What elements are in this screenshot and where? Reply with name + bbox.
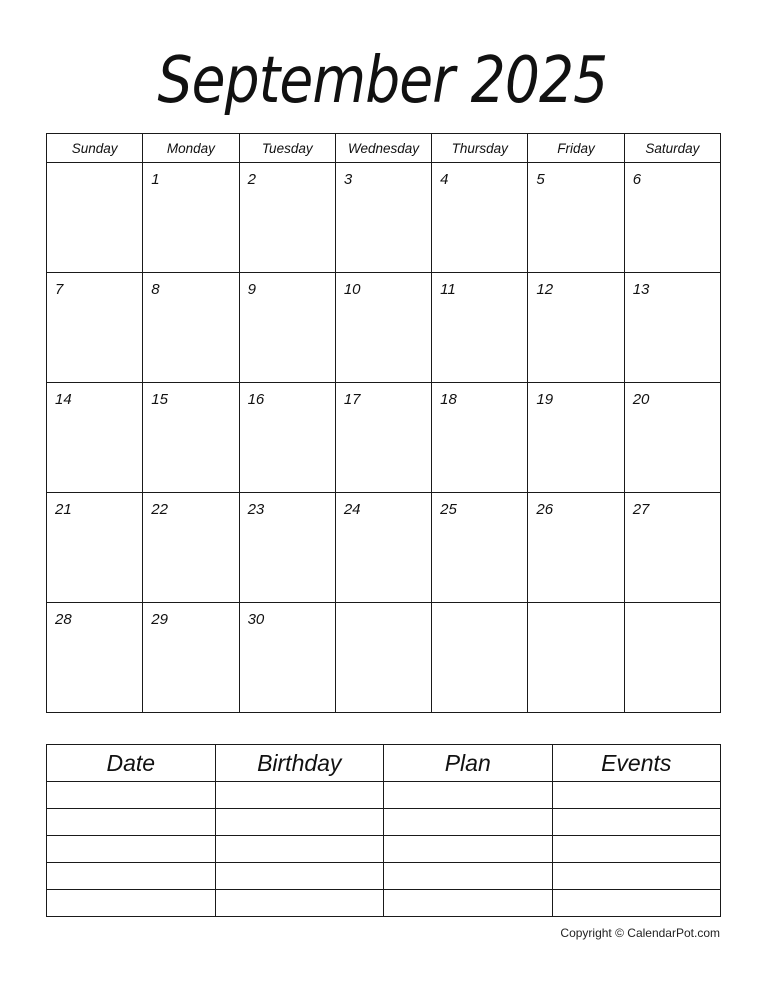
day-number: 27 xyxy=(632,501,650,518)
weekday-tuesday: Tuesday xyxy=(239,134,335,163)
week-row xyxy=(47,163,721,273)
day-cell xyxy=(143,273,239,383)
day-cell xyxy=(335,493,431,603)
day-number: 15 xyxy=(151,391,168,408)
day-cell xyxy=(624,273,720,383)
day-number xyxy=(47,163,142,171)
header-events: Events xyxy=(552,745,721,782)
week-row xyxy=(47,383,721,493)
plan-cell[interactable] xyxy=(384,890,553,917)
birthday-cell[interactable] xyxy=(215,809,384,836)
day-cell xyxy=(528,603,624,713)
day-cell xyxy=(432,163,528,273)
weekday-friday: Friday xyxy=(528,134,624,163)
copyright-text: Copyright © CalendarPot.com xyxy=(560,926,720,940)
notes-table xyxy=(46,744,721,917)
day-cell xyxy=(432,493,528,603)
day-cell xyxy=(624,603,720,713)
weekday-header-row xyxy=(47,134,721,163)
day-cell xyxy=(239,163,335,273)
day-cell xyxy=(624,383,720,493)
day-number: 17 xyxy=(343,391,361,408)
day-cell xyxy=(239,603,335,713)
page-title: September 2025 xyxy=(157,44,608,118)
day-cell xyxy=(335,603,431,713)
day-number: 26 xyxy=(536,501,554,518)
week-row xyxy=(47,603,721,713)
day-cell xyxy=(239,273,335,383)
day-cell xyxy=(239,493,335,603)
date-cell[interactable] xyxy=(47,890,216,917)
week-row xyxy=(47,273,721,383)
day-number: 28 xyxy=(55,611,72,628)
day-number: 25 xyxy=(440,501,457,518)
birthday-cell[interactable] xyxy=(215,863,384,890)
day-cell xyxy=(47,383,143,493)
events-cell[interactable] xyxy=(552,863,721,890)
date-cell[interactable] xyxy=(47,836,216,863)
day-number: 18 xyxy=(440,391,457,408)
birthday-cell[interactable] xyxy=(215,782,384,809)
day-number: 8 xyxy=(151,281,160,298)
day-cell xyxy=(143,603,239,713)
day-cell xyxy=(432,273,528,383)
day-number: 13 xyxy=(632,281,650,298)
date-cell[interactable] xyxy=(47,809,216,836)
birthday-cell[interactable] xyxy=(215,890,384,917)
day-number: 12 xyxy=(536,281,554,298)
weekday-wednesday: Wednesday xyxy=(335,134,431,163)
calendar-grid xyxy=(46,133,721,713)
day-cell xyxy=(528,383,624,493)
day-number: 5 xyxy=(536,171,545,188)
day-number: 7 xyxy=(55,281,64,298)
day-number: 29 xyxy=(151,611,168,628)
day-number: 22 xyxy=(151,501,168,518)
day-number: 30 xyxy=(247,611,265,628)
events-cell[interactable] xyxy=(552,782,721,809)
day-number: 10 xyxy=(343,281,361,298)
table-row xyxy=(47,836,721,863)
day-cell xyxy=(528,163,624,273)
header-birthday: Birthday xyxy=(215,745,384,782)
day-number: 9 xyxy=(247,281,256,298)
day-cell xyxy=(47,163,143,273)
birthday-cell[interactable] xyxy=(215,836,384,863)
day-cell xyxy=(335,163,431,273)
plan-cell[interactable] xyxy=(384,809,553,836)
plan-cell[interactable] xyxy=(384,782,553,809)
table-row xyxy=(47,890,721,917)
weekday-sunday: Sunday xyxy=(47,134,143,163)
day-cell xyxy=(528,273,624,383)
day-cell xyxy=(624,163,720,273)
day-number xyxy=(336,603,431,611)
day-cell xyxy=(432,383,528,493)
weekday-thursday: Thursday xyxy=(432,134,528,163)
day-number: 16 xyxy=(247,391,265,408)
plan-cell[interactable] xyxy=(384,836,553,863)
day-cell xyxy=(143,383,239,493)
header-date: Date xyxy=(47,745,216,782)
events-cell[interactable] xyxy=(552,890,721,917)
table-row xyxy=(47,782,721,809)
table-row xyxy=(47,809,721,836)
day-number: 3 xyxy=(343,171,353,188)
day-number: 1 xyxy=(151,171,160,188)
plan-cell[interactable] xyxy=(384,863,553,890)
day-number xyxy=(528,603,623,611)
day-cell xyxy=(47,603,143,713)
day-cell xyxy=(624,493,720,603)
day-cell xyxy=(143,163,239,273)
day-cell xyxy=(47,493,143,603)
day-cell xyxy=(47,273,143,383)
day-cell xyxy=(432,603,528,713)
events-cell[interactable] xyxy=(552,836,721,863)
day-number: 11 xyxy=(440,281,456,298)
day-number xyxy=(625,603,720,611)
date-cell[interactable] xyxy=(47,782,216,809)
events-cell[interactable] xyxy=(552,809,721,836)
day-number: 20 xyxy=(632,391,650,408)
day-number: 4 xyxy=(440,171,449,188)
notes-header-row xyxy=(47,745,721,782)
week-row xyxy=(47,493,721,603)
day-cell xyxy=(143,493,239,603)
date-cell[interactable] xyxy=(47,863,216,890)
day-cell xyxy=(239,383,335,493)
day-number: 21 xyxy=(55,501,72,518)
day-number: 6 xyxy=(632,171,642,188)
day-cell xyxy=(335,383,431,493)
day-number: 2 xyxy=(247,171,256,188)
table-row xyxy=(47,863,721,890)
day-number xyxy=(432,603,527,611)
weekday-saturday: Saturday xyxy=(624,134,720,163)
day-cell xyxy=(335,273,431,383)
day-number: 14 xyxy=(55,391,72,408)
day-number: 23 xyxy=(247,501,265,518)
day-cell xyxy=(528,493,624,603)
day-number: 24 xyxy=(343,501,361,518)
weekday-monday: Monday xyxy=(143,134,239,163)
day-number: 19 xyxy=(536,391,554,408)
header-plan: Plan xyxy=(384,745,553,782)
